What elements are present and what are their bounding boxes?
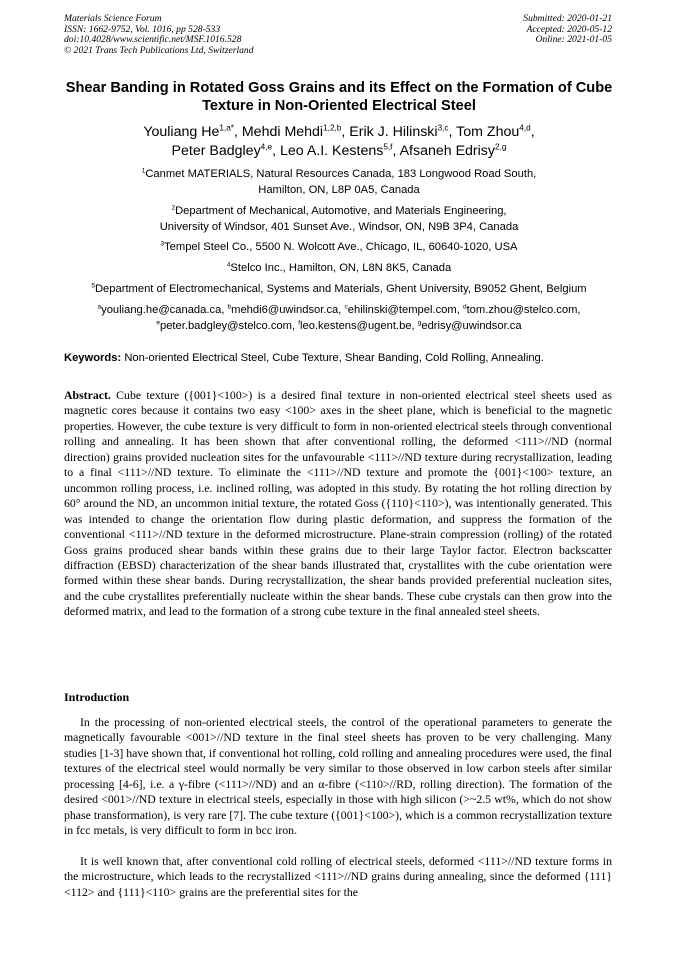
keywords bbox=[64, 351, 624, 365]
paper-title: Shear Banding in Rotated Goss Grains and its Effect on the Formation of Cube Texture in Non-Oriented Electrical Steel bbox=[65, 80, 613, 114]
author: Mehdi Mehdi$^{1,2,b}$ bbox=[241, 123, 342, 140]
doi: doi:10.4028/www.scientific.net/MSF.1016.528 bbox=[64, 34, 242, 46]
publication-dates bbox=[523, 14, 612, 46]
submitted-date: Submitted: 2020-01-21 bbox=[523, 13, 612, 24]
keywords-label: Keywords: bbox=[64, 352, 122, 364]
copyright: © 2021 Trans Tech Publications Ltd, Switzerland bbox=[64, 44, 254, 56]
email-list: $^a$youliang.he@canada.ca, $^b$mehdi6@uwindsor.ca, $^c$ehilinski@tempel.com, $^d$tom.zhou@stelco.com, $^e$peter.badgley@stelco.com, $^f$leo.kestens@ugent.be, $^g$edrisy@uwindsor.ca bbox=[97, 303, 581, 332]
paragraph: It is well known that, after conventional cold rolling of electrical steels, deformed <111>//ND texture forms in the microstructure, which leads to the recrystallized <111>//ND grains during annealing, since the deformed {111}<112> and {111}<110> grains are the preferential sites for the bbox=[64, 854, 612, 899]
abstract bbox=[64, 388, 612, 620]
accepted-date: Accepted: 2020-05-12 bbox=[526, 23, 612, 35]
author-list: Youliang $He^{1,a*}$, Mehdi Mehdi$^{1,2,b}$, Erik J. Hilinski$^{3,c}$, Tom Zhou$^{4,d}$, Peter Badgley$^{4,e}$, Leo A.I. Kestens$^{5,f}$, Afsaneh Edrisy$^{2,g}$ bbox=[143, 123, 535, 159]
author: Youliang $He^{1,a*}$ bbox=[143, 123, 234, 140]
author: Tom Zhou$^{4,d}$ bbox=[456, 123, 531, 140]
section-heading: Introduction bbox=[64, 690, 130, 704]
affiliation-4: $^4$Stelco Inc., Hamilton, ON, L8N 8K5, Canada bbox=[226, 261, 452, 274]
online-date: Online: 2021-01-05 bbox=[535, 34, 612, 46]
author: Leo A.I. Kestens$^{5,f}$ bbox=[280, 142, 393, 159]
author: Afsaneh Edrisy$^{2,g}$ bbox=[399, 142, 507, 159]
affiliation-1: $^1$Canmet MATERIALS, Natural Resources Canada, 183 Longwood Road South, Hamilton, ON, L8P 0A5, Canada bbox=[141, 167, 537, 196]
abstract-text: Cube texture ({001}<100>) is a desired final texture in non-oriented electrical steel sheets used as magnetic cores because it contains two easy <100> axes in the sheet plane, which is beneficial to the magnetic properties. However, the cube texture is very difficult to form in non-oriented electrical steels through conventional rolling and annealing. It has been shown that after conventional rolling, the deformed <111>//ND (normal direction) grains provided nucleation sites for the unfavourable <111>//ND texture during recrystallization, leading to a final <111>//ND texture. To eliminate the <111>//ND texture and promote the {001}<100> texture, an uncommon rolling process, i.e. inclined rolling, was adopted in this study. By rotating the hot rolling direction by 60° around the ND, an uncommon initial texture, the rotated Goss ({110}<110>), was intentionally generated. This was intended to change the orientation flow during plastic deformation, and suppress the formation of the conventional <111>//ND texture in the deformed microstructure. Plane-strain compression (rolling) of the rotated Goss grains produced shear bands within these grains due to their large Taylor factor. Electron backscatter diffraction (EBSD) characterization of the shear bands illustrated that, crystallites with the cube orientation were formed within these shear bands. During recrystallization, the shear bands provided preferential nucleation sites, and the cube crystallites preferentially nucleate within the shear bands. These cube crystals can then grow into the deformed matrix, and lead to the formation of a strong cube texture in the final annealed steel sheets. bbox=[64, 388, 613, 619]
journal-name: Materials Science Forum bbox=[64, 13, 162, 24]
paragraph: In the processing of non-oriented electrical steels, the control of the operational parameters to generate the magnetically favourable <001>//ND texture in the final steel sheets has proven to be very challenging. Many studies [1-3] have shown that, if conventional hot rolling, cold rolling and annealing procedures were used, the final textures of the electrical steel would normally be very similar to those observed in low carbon steels after similar processing [4-6], i.e. a γ-fibre (<111>//ND) and an α-fibre (<110>//RD, rolling direction). The formation of the desired <001>//ND texture in electrical steels, especially in those with high silicon (>~2.5 wt%, which do not show phase transformation), is very rare [7]. The cube texture ({001}<100>), which is a common recrystallization texture in fcc metals, is very difficult to form in bcc iron. bbox=[64, 715, 612, 838]
affiliation-2: $^2$Department of Mechanical, Automotive, and Materials Engineering, University of Windsor, 401 Sunset Ave., Windsor, ON, N9B 3P4, Canada bbox=[159, 204, 519, 233]
keywords-text: Non-oriented Electrical Steel, Cube Texture, Shear Banding, Cold Rolling, Annealing. bbox=[124, 352, 544, 364]
affiliation-3: $^3$Tempel Steel Co., 5500 N. Wolcott Ave., Chicago, IL, 60640-1020, USA bbox=[160, 240, 518, 253]
author: Peter Badgley$^{4,e}$ bbox=[171, 142, 273, 159]
affiliation-5: $^5$Department of Electromechanical, Systems and Materials, Ghent University, B9052 Ghent, Belgium bbox=[91, 282, 587, 295]
issn: ISSN: 1662-9752, Vol. 1016, pp 528-533 bbox=[64, 23, 221, 35]
abstract-label: Abstract. bbox=[64, 388, 111, 402]
journal-info bbox=[64, 14, 254, 56]
author: Erik J. Hilinski$^{3,c}$ bbox=[349, 123, 449, 140]
